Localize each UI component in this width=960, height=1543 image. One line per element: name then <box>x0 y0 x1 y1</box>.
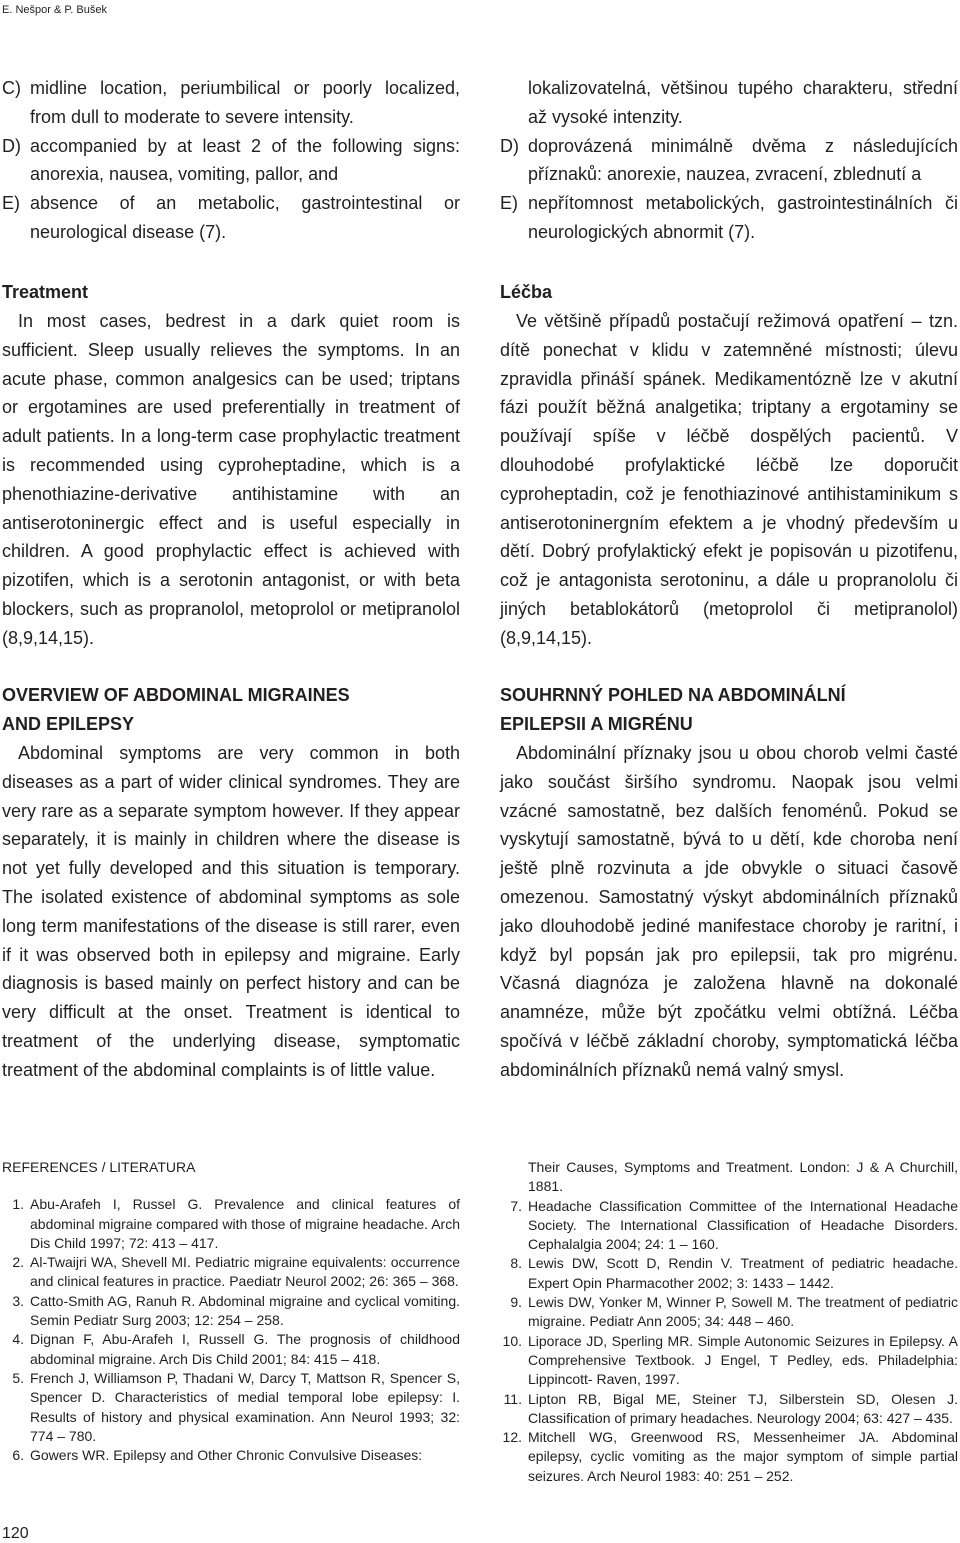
reference-text: Mitchell WG, Greenwood RS, Messenheimer JA. Abdominal epilepsy, cyclic vomiting as the major symptom of simple partial seizures. Arch Neurol 1983: 40: 251 – 252. <box>528 1429 958 1484</box>
reference-continuation <box>500 1158 958 1197</box>
reference-item <box>500 1428 958 1486</box>
overview-heading-line1: OVERVIEW OF ABDOMINAL MIGRAINES <box>2 685 350 705</box>
reference-number: 10. <box>502 1332 522 1349</box>
reference-text: Abu-Arafeh I, Russel G. Prevalence and clinical features of abdominal migraine compared with those of migraine headache. Arch Dis Child 1997; 72: 413 – 417. <box>30 1196 460 1251</box>
treatment-paragraph: In most cases, bedrest in a dark quiet room is sufficient. Sleep usually relieves the symptoms. In an acute phase, common analgesics can be used; triptans or ergotamines are used preferentially in treatment of adult patients. In a long-term case prophylactic treatment is recommended using cyproheptadine, which is a phenothiazine-derivative antihistamine with an antiserotoninergic effect and is useful especially in children. A good prophylactic effect is achieved with pizotifen, which is a serotonin antagonist, or with beta blockers, such as propranolol, metoprolol or metipranolol (8,9,14,15). <box>2 311 460 648</box>
reference-number: 3. <box>12 1292 24 1309</box>
criterion-tag: E) <box>2 193 20 214</box>
overview-heading-cz-line1: SOUHRNNÝ POHLED NA ABDOMINÁLNÍ <box>500 685 846 705</box>
reference-text: Catto-Smith AG, Ranuh R. Abdominal migraine and cyclical vomiting. Semin Pediatr Surg 2003; 12: 254 – 258. <box>30 1292 460 1329</box>
reference-text: Lewis DW, Yonker M, Winner P, Sowell M. The treatment of pediatric migraine. Pediatr Ann 2005; 34: 448 – 460. <box>528 1294 958 1330</box>
references-left <box>2 1158 460 1465</box>
reference-number: 5. <box>12 1369 24 1386</box>
reference-item <box>500 1254 958 1293</box>
running-header: E. Nešpor & P. Bušek <box>2 4 107 16</box>
overview-heading-cz-line2: EPILEPSII A MIGRÉNU <box>500 714 693 734</box>
criterion-text: accompanied by at least 2 of the following signs: anorexia, nausea, vomiting, pallor, and <box>30 135 460 185</box>
reference-text: Al-Twaijri WA, Shevell MI. Pediatric migraine equivalents: occurrence and clinical features in practice. Paediatr Neurol 2002; 26: 365 – 368. <box>30 1254 460 1290</box>
overview-heading-line2: AND EPILEPSY <box>2 714 135 734</box>
criterion-d-cz <box>500 132 958 190</box>
right-column <box>500 74 958 247</box>
criterion-tag: E) <box>500 193 518 214</box>
treatment-paragraph-cz: Ve většině případů postačují režimová opatření – tzn. dítě ponechat v klidu v zatemněné místnosti; úlevu zpravidla přináší spánek. Medikamentózně lze v akutní fázi použít běžná analgetika; triptany a ergotaminy se používají spíše v léčbě dospělých pacientů. V dlouhodobé profylaktické léčbě lze doporučit cyproheptadin, což je fenothiazinové antihistaminikum s antiserotoninergním efektem a je vhodný především u dětí. Dobrý profylaktický efekt je popisován u pizotifenu, což je antagonista serotoninu, a dále u propranololu či jiných betablokátorů (metoprolol či metipranolol) (8,9,14,15). <box>500 311 958 648</box>
reference-number: 2. <box>12 1254 24 1271</box>
criterion-tag: D) <box>500 135 519 156</box>
criterion-c <box>2 74 460 132</box>
reference-item <box>500 1390 958 1429</box>
reference-number: 4. <box>12 1331 24 1348</box>
reference-number: 9. <box>510 1294 522 1311</box>
reference-text: Liporace JD, Sperling MR. Simple Autonomic Seizures in Epilepsy. A Comprehensive Textbook. J Engel, T Pedley, eds. Philadelphia: Lippincott- Raven, 1997. <box>528 1332 958 1388</box>
criterion-text: doprovázená minimálně dvěma z následujících příznaků: anorexie, nauzea, zvracení, zblednutí a <box>528 135 958 185</box>
reference-item <box>2 1446 460 1465</box>
reference-item <box>500 1332 958 1390</box>
reference-text: French J, Williamson P, Thadani W, Darcy T, Mattson R, Spencer S, Spencer D. Characteristics of medial temporal lobe epilepsy: I. Results of history and physical examination. Ann Neurol 1993; 32: 774 – 780. <box>30 1369 460 1444</box>
criterion-tag: C) <box>2 78 21 98</box>
reference-text: Headache Classification Committee of the International Headache Society. The International Classification of Headache Disorders. Cephalalgia 2004; 24: 1 – 160. <box>528 1197 958 1253</box>
criterion-d <box>2 132 460 190</box>
left-column <box>2 74 460 247</box>
left-treatment-section <box>2 278 460 653</box>
reference-text: Dignan F, Abu-Arafeh I, Russell G. The prognosis of childhood abdominal migraine. Arch Dis Child 2001; 84: 415 – 418. <box>30 1331 460 1367</box>
criterion-text: nepřítomnost metabolických, gastrointestinálních či neurologických abnormit (7). <box>528 193 958 242</box>
criterion-text: midline location, periumbilical or poorly localized, from dull to moderate to severe intensity. <box>30 78 460 127</box>
reference-text: Lewis DW, Scott D, Rendin V. Treatment of pediatric headache. Expert Opin Pharmacother 2002; 3: 1433 – 1442. <box>528 1255 958 1291</box>
overview-paragraph: Abdominal symptoms are very common in both diseases as a part of wider clinical syndromes. They are very rare as a separate symptom however. If they appear separately, it is mainly in children where the disease is not yet fully developed and this situation is temporary. The isolated existence of abdominal symptoms as sole long term manifestations of the disease is still rarer, even if it was observed both in epilepsy and migraine. Early diagnosis is based mainly on perfect history and can be very difficult at the onset. Treatment is identical to treatment of the underlying disease, symptomatic treatment of the abdominal complaints is of little value. <box>2 743 460 1080</box>
criterion-text: absence of an metabolic, gastrointestinal or neurological disease (7). <box>30 193 460 242</box>
reference-item <box>2 1195 460 1253</box>
reference-text: Gowers WR. Epilepsy and Other Chronic Convulsive Diseases: <box>30 1447 423 1464</box>
reference-text: Their Causes, Symptoms and Treatment. London: J & A Churchill, 1881. <box>528 1159 958 1195</box>
reference-number: 11. <box>503 1390 522 1407</box>
criterion-e <box>2 189 460 247</box>
references-heading: REFERENCES / LITERATURA <box>2 1159 196 1175</box>
reference-item <box>2 1369 460 1446</box>
left-overview-section <box>2 681 460 1085</box>
reference-item <box>500 1197 958 1255</box>
right-overview-section <box>500 681 958 1085</box>
reference-number: 1. <box>12 1196 24 1213</box>
reference-item <box>2 1253 460 1292</box>
reference-number: 6. <box>12 1447 24 1464</box>
page-number: 120 <box>2 1525 29 1542</box>
criterion-e-cz <box>500 189 958 247</box>
overview-paragraph-cz: Abdominální příznaky jsou u obou chorob velmi časté jako součást širšího syndromu. Naopak jsou velmi vzácné samostatně, bez dalších fenoménů. Pokud se vyskytují samostatně, bývá to u dětí, kde choroba není ještě plně rozvinuta a jde obvykle o situaci časově omezenou. Samostatný výskyt abdominálních příznaků jako dlouhodobě jediné manifestace choroby je raritní, i když byl popsán jak pro epilepsii, tak pro migrénu. Včasná diagnóza je založena hlavně na dokonalé anamnéze, může být zpočátku velmi obtížná. Léčba spočívá v léčbě základní choroby, symptomatická léčba abdominálních příznaků nemá valný smysl. <box>500 743 958 1080</box>
references-right <box>500 1158 958 1486</box>
reference-item <box>500 1293 958 1332</box>
treatment-heading: Treatment <box>2 282 89 302</box>
reference-number: 12. <box>502 1429 522 1446</box>
right-treatment-section <box>500 278 958 653</box>
criterion-continuation: lokalizovatelná, většinou tupého charakteru, střední až vysoké intenzity. <box>528 78 958 127</box>
treatment-heading-cz: Léčba <box>500 282 553 302</box>
reference-number: 7. <box>510 1197 522 1214</box>
reference-number: 8. <box>510 1255 522 1272</box>
reference-item <box>2 1292 460 1331</box>
reference-text: Lipton RB, Bigal ME, Steiner TJ, Silberstein SD, Olesen J. Classification of primary headaches. Neurology 2004; 63: 427 – 435. <box>528 1390 958 1426</box>
criterion-tag: D) <box>2 135 21 156</box>
reference-item <box>2 1330 460 1369</box>
